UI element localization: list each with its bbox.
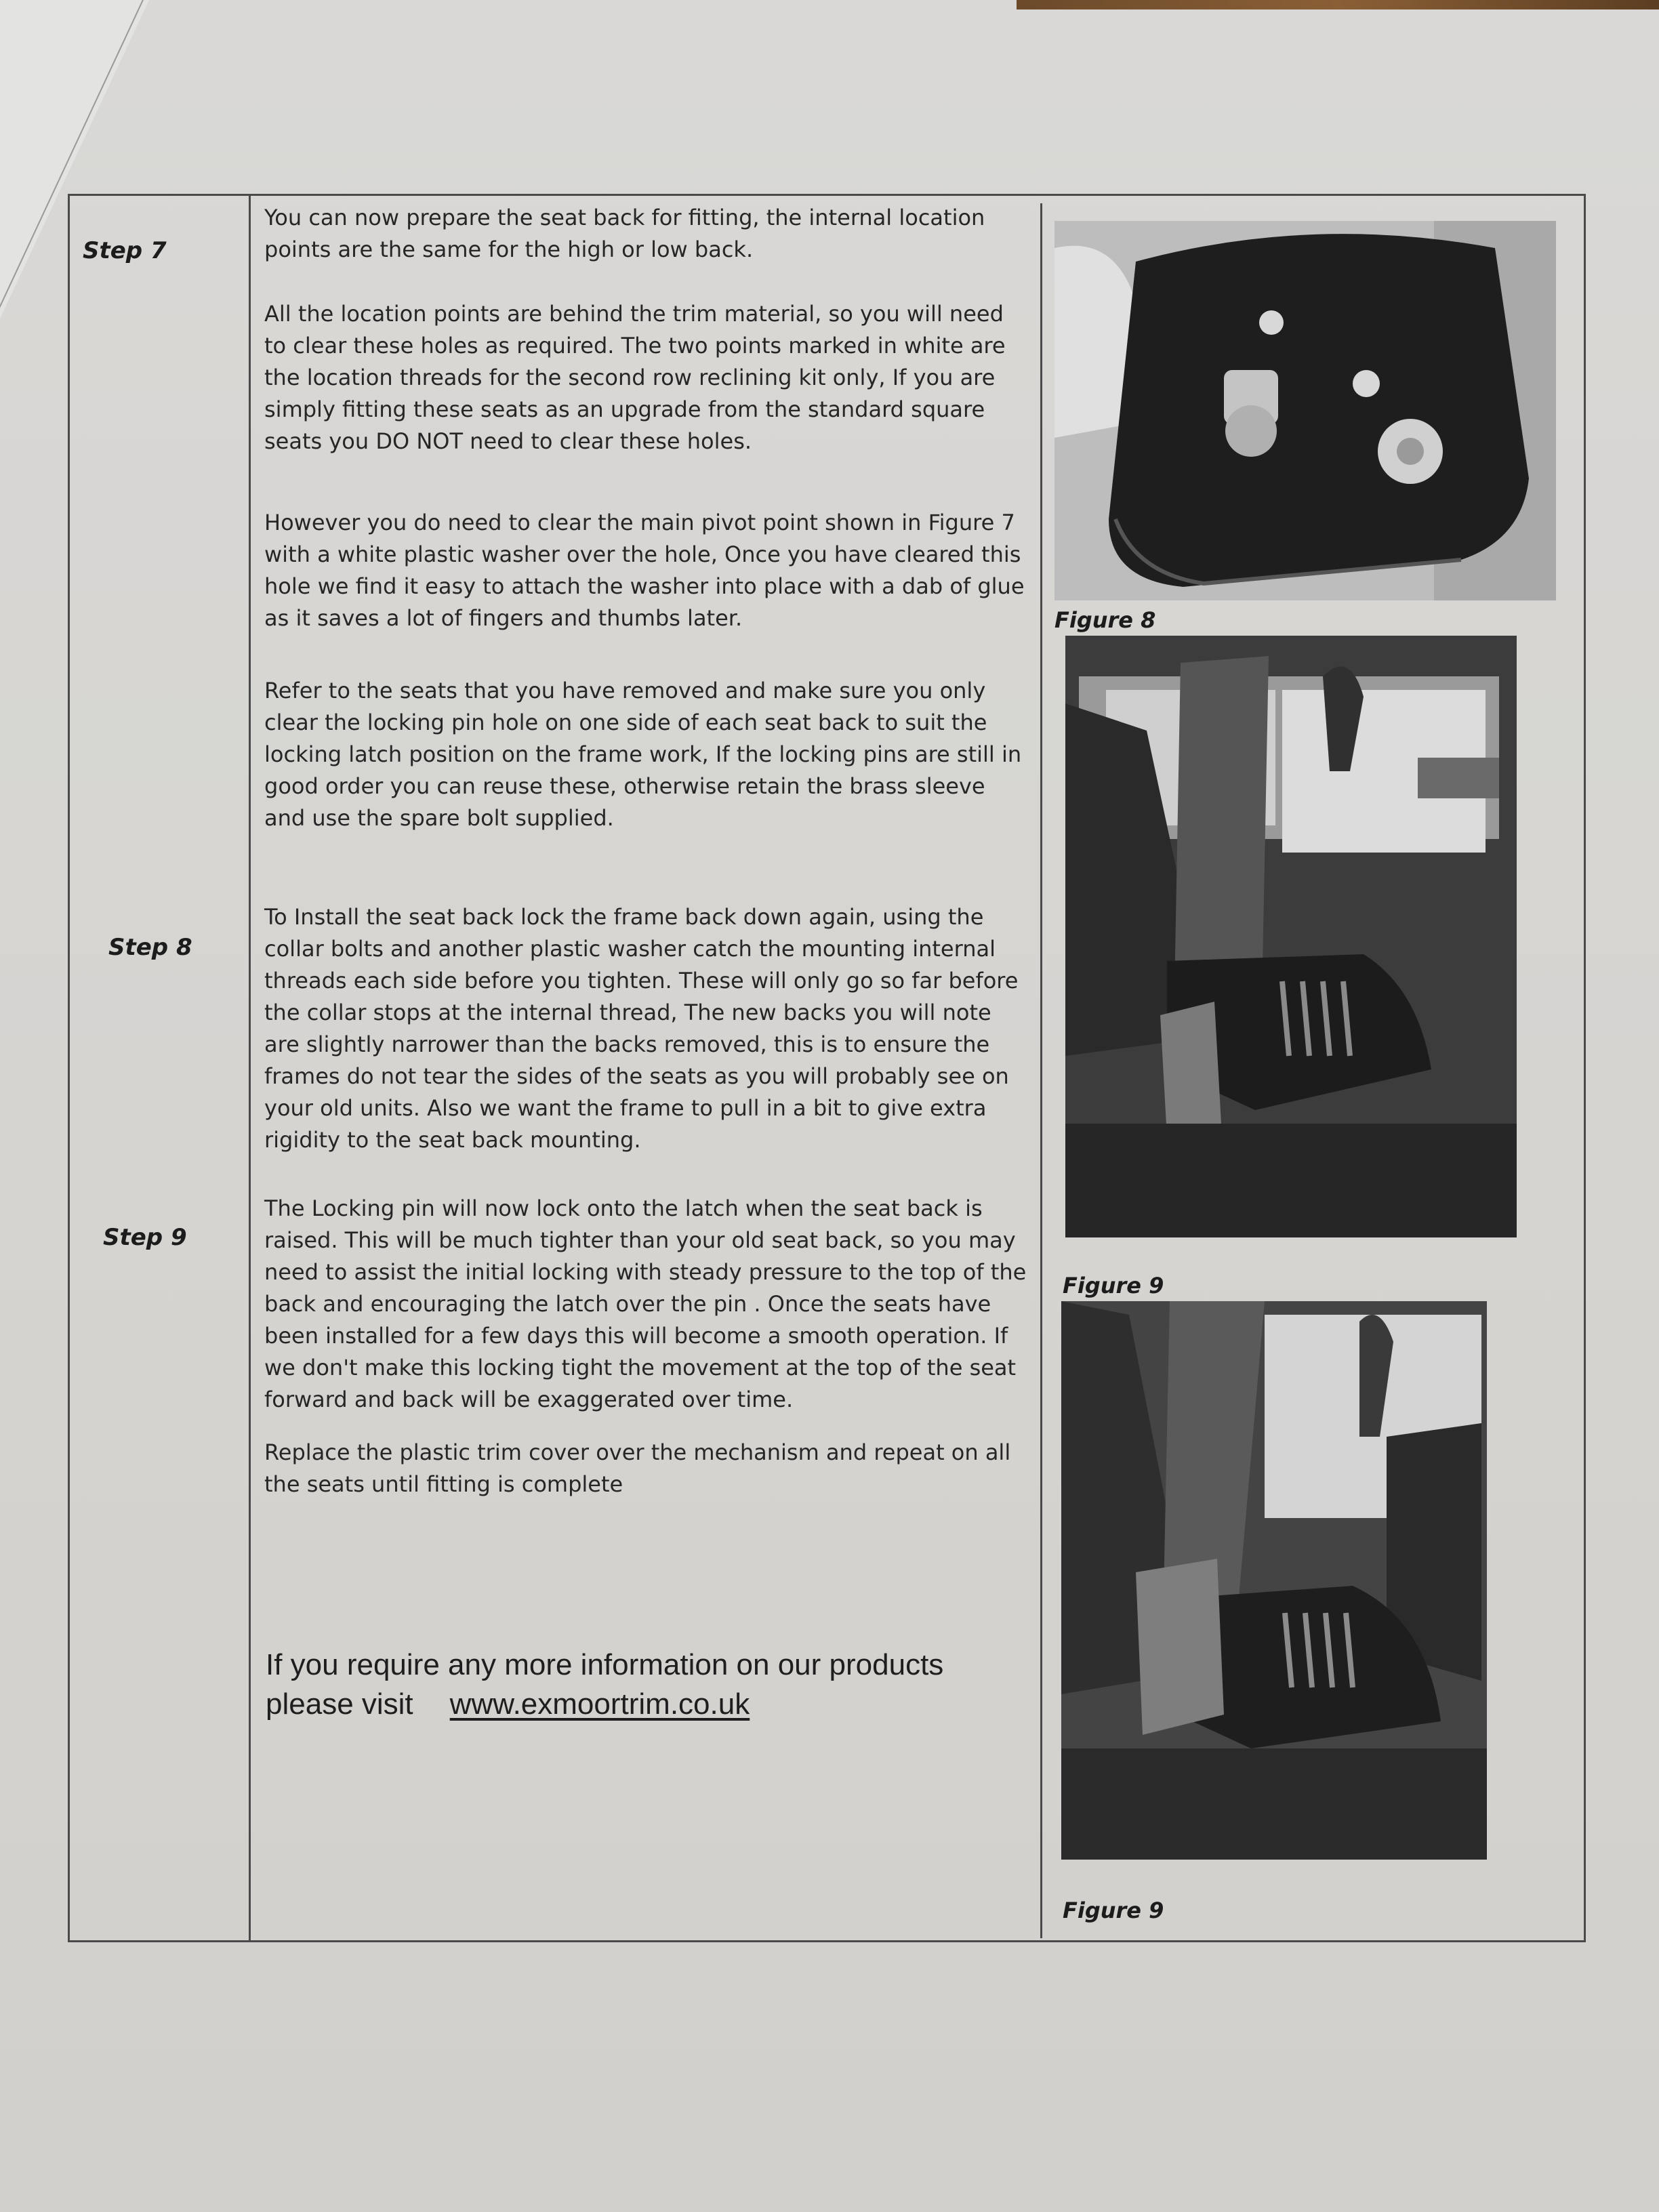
- step-8-label: Step 8: [108, 934, 192, 961]
- footer-line-1: If you require any more information on our products: [266, 1648, 944, 1681]
- vehicle-seat-interior-image-1: [1065, 636, 1517, 1237]
- vehicle-seat-interior-image-2: [1061, 1301, 1487, 1860]
- step-7-label: Step 7: [83, 237, 167, 264]
- seat-back-closeup-image: [1054, 221, 1556, 600]
- paragraph-main-pivot: However you do need to clear the main pivot point shown in Figure 7 with a white plastic washer over the hole, Once you have cleared this hole we find it easy to attach the washer into place with a dab of glue as it saves a lot of fingers and thumbs later.: [264, 510, 1025, 631]
- figure-8-caption: Figure 8: [1054, 607, 1156, 633]
- paragraph-prepare-seat-back: You can now prepare the seat back for fitting, the internal location points are the same for the high or low back.: [264, 205, 985, 262]
- figure-8-photo: [1054, 221, 1556, 600]
- paragraph-locking-pin-hole: Refer to the seats that you have removed and make sure you only clear the locking pin hole on one side of each seat back to suit the locking latch position on the frame work, If the locking pins are still in good order you can reuse these, otherwise retain the brass sleeve and use the spare bolt supplied.: [264, 678, 1022, 831]
- footer-line-2: [266, 1685, 1031, 1724]
- footer-visit-prefix: please visit: [266, 1687, 413, 1721]
- paragraph-location-points: All the location points are behind the trim material, so you will need to clear these holes as required. The two points marked in white are the location threads for the second row reclining kit only, If you are simply fitting these seats as an upgrade from the standard square seats you DO NOT need to clear these holes.: [264, 301, 1006, 454]
- figure-9-photo-2: [1061, 1301, 1487, 1860]
- figure-9-caption-1: Figure 9: [1063, 1273, 1164, 1298]
- website-link[interactable]: www.exmoortrim.co.uk: [449, 1687, 750, 1721]
- footer-info: [266, 1645, 1031, 1724]
- figure-9-photo-1: [1065, 636, 1517, 1237]
- steps-column: [68, 194, 251, 1942]
- paragraph-locking-pin-latch: The Locking pin will now lock onto the latch when the seat back is raised. This will be much tighter than your old seat back, so you may need to assist the initial locking with steady pressure to the top of the back and encouraging the latch over the pin . Once the seats have been installed for a few days this will become a smooth operation. If we don't make this locking tight the movement at the top of the seat forward and back will be exaggerated over time.: [264, 1195, 1027, 1412]
- step-9-label: Step 9: [103, 1224, 187, 1251]
- figures-column-divider: [1040, 203, 1042, 1938]
- table-surface: [1017, 0, 1659, 9]
- paragraph-replace-trim-cover: Replace the plastic trim cover over the mechanism and repeat on all the seats until fitting is complete: [264, 1439, 1011, 1497]
- figure-9-caption-2: Figure 9: [1063, 1898, 1164, 1923]
- paragraph-install-seat-back: To Install the seat back lock the frame back down again, using the collar bolts and another plastic washer catch the mounting internal threads each side before you tighten. These will only go so far before the collar stops at the internal thread, The new backs you will note are slightly narrower than the backs removed, this is to ensure the frames do not tear the sides of the seats as you will probably see on your old units. Also we want the frame to pull in a bit to give extra rigidity to the seat back mounting.: [264, 904, 1019, 1153]
